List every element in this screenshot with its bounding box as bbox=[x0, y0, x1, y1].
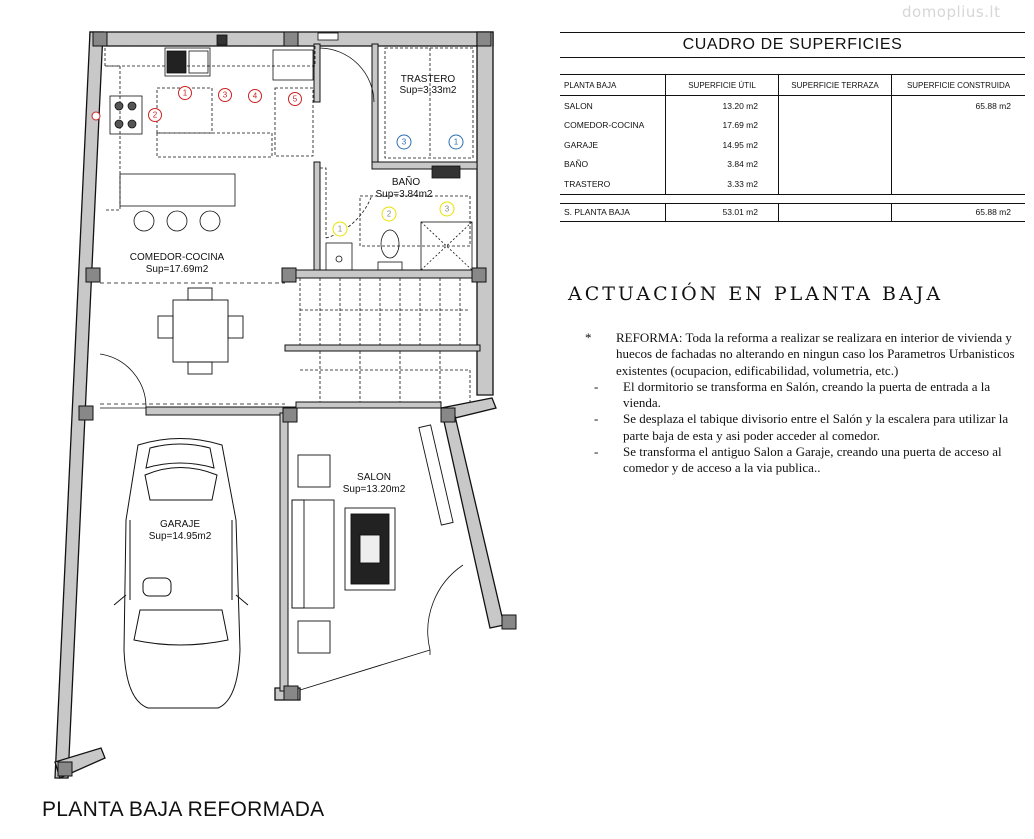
chair bbox=[188, 288, 212, 300]
row-util: 17.69 m2 bbox=[666, 116, 779, 136]
chair bbox=[188, 362, 212, 374]
list-item-text: Se transforma el antiguo Salon a Garaje, creando una puerta de acceso al comedor y de acceso a la via publica.. bbox=[623, 444, 1002, 476]
list-item-text: Se desplaza el tabique divisorio entre el Salón y la escalera para utilizar la parte baja de esta y asi poder acceder al comedor. bbox=[623, 411, 1009, 443]
total-name: S. PLANTA BAJA bbox=[560, 203, 666, 221]
room-area-bano: Sup=3.84m2 bbox=[375, 189, 433, 200]
row-name: TRASTERO bbox=[560, 174, 666, 194]
fridge bbox=[273, 50, 313, 80]
list-item bbox=[585, 444, 1015, 477]
total-terraza bbox=[779, 203, 892, 221]
kitchen-work-area-3 bbox=[157, 133, 272, 157]
surface-table bbox=[560, 32, 1025, 222]
row-terraza bbox=[779, 96, 892, 116]
actuacion-title: ACTUACIÓN EN PLANTA BAJA bbox=[568, 283, 944, 305]
room-name-garaje: GARAJE bbox=[159, 519, 201, 530]
sofa-back bbox=[292, 500, 304, 608]
marker-number: 2 bbox=[386, 209, 392, 219]
floor-plan bbox=[0, 0, 540, 800]
room-area-trastero: Sup=3.33m2 bbox=[399, 85, 457, 96]
total-util: 53.01 m2 bbox=[666, 203, 779, 221]
list-item bbox=[585, 411, 1015, 444]
car bbox=[114, 439, 248, 709]
wall-right-lower bbox=[441, 408, 504, 628]
table-spacer bbox=[560, 194, 1025, 203]
stair-arrow bbox=[300, 310, 470, 402]
dash-marker: - bbox=[594, 378, 599, 394]
table-row bbox=[560, 155, 1025, 175]
row-name: GARAJE bbox=[564, 139, 599, 150]
stool bbox=[200, 211, 220, 231]
marker-number: 3 bbox=[444, 204, 450, 214]
bullet-marker: * bbox=[585, 330, 592, 345]
total-construida: 65.88 m2 bbox=[892, 203, 1026, 221]
car-front bbox=[146, 444, 214, 468]
sink-bowl bbox=[167, 51, 186, 73]
room-area-garaje: Sup=14.95m2 bbox=[148, 531, 212, 542]
room-area-comedor: Sup=17.69m2 bbox=[145, 264, 209, 275]
marker-number: 4 bbox=[252, 91, 258, 101]
row-name: COMEDOR-COCINA bbox=[564, 120, 645, 131]
column bbox=[283, 408, 297, 422]
row-util: 14.95 m2 bbox=[666, 135, 779, 155]
column bbox=[282, 268, 296, 282]
row-construida bbox=[892, 135, 1026, 155]
wall-trastero-left bbox=[372, 44, 378, 169]
row-util: 13.20 m2 bbox=[666, 96, 779, 116]
column bbox=[58, 762, 72, 776]
marker-number: 3 bbox=[401, 137, 407, 147]
row-construida bbox=[892, 174, 1026, 194]
room-area-salon: Sup=13.20m2 bbox=[342, 484, 406, 495]
marker-number: 3 bbox=[222, 90, 228, 100]
dining-set bbox=[158, 288, 243, 374]
wall-right-upper bbox=[477, 32, 493, 395]
stool bbox=[167, 211, 187, 231]
room-name-comedor: COMEDOR-COCINA bbox=[129, 252, 225, 263]
table-row bbox=[560, 135, 1025, 155]
wall-garage-top bbox=[146, 407, 296, 415]
col-header: SUPERFICIE TERRAZA bbox=[779, 75, 892, 96]
col-header: SUPERFICIE CONSTRUIDA bbox=[892, 75, 1026, 96]
water-heater bbox=[432, 166, 460, 178]
actuacion-body bbox=[585, 330, 1015, 477]
toilet-tank bbox=[378, 262, 402, 270]
cooktop bbox=[110, 96, 142, 134]
door-comedor bbox=[100, 354, 146, 408]
table-title: CUADRO DE SUPERFICIES bbox=[560, 32, 1025, 58]
row-terraza bbox=[779, 135, 892, 155]
armchair bbox=[298, 455, 330, 487]
entrance-line bbox=[300, 650, 430, 690]
meter-icon bbox=[318, 33, 338, 40]
list-item bbox=[585, 379, 1015, 412]
washbasin bbox=[326, 243, 352, 270]
surface-grid bbox=[560, 74, 1025, 222]
stool bbox=[134, 211, 154, 231]
kitchen bbox=[104, 33, 338, 231]
sofa bbox=[292, 500, 334, 608]
chair bbox=[228, 316, 243, 338]
burner bbox=[128, 102, 136, 110]
bano-dashed bbox=[360, 196, 470, 246]
burner bbox=[115, 102, 123, 110]
table-row bbox=[560, 116, 1025, 136]
col-header: PLANTA BAJA bbox=[560, 75, 666, 96]
column bbox=[502, 615, 516, 629]
door-trastero bbox=[320, 48, 374, 102]
table-row bbox=[560, 96, 1025, 116]
watermark: domoplius.lt bbox=[902, 3, 1001, 21]
column bbox=[93, 32, 107, 46]
table-total-row bbox=[560, 203, 1025, 221]
salon-furniture bbox=[292, 425, 453, 690]
room-name-salon: SALON bbox=[357, 472, 391, 483]
markers bbox=[92, 87, 463, 237]
dash-marker: - bbox=[594, 411, 599, 427]
row-terraza bbox=[779, 116, 892, 136]
row-construida: 65.88 m2 bbox=[892, 96, 1026, 116]
marker-number: 2 bbox=[152, 110, 158, 120]
dashed-guides bbox=[100, 283, 285, 404]
col-header: SUPERFICIE ÚTIL bbox=[666, 75, 779, 96]
car-windshield bbox=[145, 468, 217, 501]
armchair bbox=[298, 621, 330, 653]
column bbox=[472, 268, 486, 282]
rug-center bbox=[360, 535, 380, 563]
wall-garage-salon bbox=[280, 413, 288, 691]
car-rear-window bbox=[134, 610, 228, 645]
car-body bbox=[124, 439, 240, 709]
table-header-row bbox=[560, 75, 1025, 96]
dash-marker: - bbox=[594, 444, 599, 460]
wall-trastero-bottom bbox=[372, 162, 477, 169]
intro-text: REFORMA: Toda la reforma a realizar se realizara en interior de vivienda y huecos de fachadas no alterando en ningun caso los Parametros Urbanisticos existentes (ocupacion, edificabilidad, volumetria, etc.) bbox=[616, 330, 1015, 378]
wall-stair-top bbox=[285, 270, 480, 278]
chair bbox=[158, 316, 173, 338]
column bbox=[86, 268, 100, 282]
row-util: 3.84 m2 bbox=[666, 155, 779, 175]
row-name: SALON bbox=[564, 100, 593, 111]
toilet-bowl bbox=[381, 230, 399, 258]
car-wheel-icon bbox=[143, 578, 171, 596]
appliance-icon bbox=[217, 35, 227, 45]
row-construida bbox=[892, 155, 1026, 175]
car-mirror bbox=[114, 595, 248, 605]
drain bbox=[336, 256, 342, 262]
row-construida bbox=[892, 116, 1026, 136]
burner bbox=[115, 120, 123, 128]
intro-paragraph bbox=[585, 330, 1015, 379]
room-name-bano: BAÑO bbox=[391, 177, 421, 188]
table-row bbox=[560, 174, 1025, 194]
row-terraza bbox=[779, 155, 892, 175]
room-name-trastero: TRASTERO bbox=[400, 74, 456, 85]
marker-number: 1 bbox=[337, 224, 343, 234]
burner bbox=[128, 120, 136, 128]
row-terraza bbox=[779, 174, 892, 194]
column bbox=[441, 408, 455, 422]
stairs bbox=[300, 278, 470, 402]
plan-title: PLANTA BAJA REFORMADA bbox=[42, 798, 325, 821]
column bbox=[284, 686, 298, 700]
wall-stair-mid bbox=[285, 345, 480, 351]
column bbox=[477, 32, 491, 46]
column bbox=[79, 406, 93, 420]
socket-icon bbox=[92, 112, 100, 120]
row-name: BAÑO bbox=[564, 159, 589, 170]
marker-number: 1 bbox=[182, 88, 188, 98]
sink-bowl-2 bbox=[189, 51, 208, 73]
door-entrada bbox=[428, 565, 463, 655]
dining-table bbox=[173, 300, 228, 362]
row-util: 3.33 m2 bbox=[666, 174, 779, 194]
wall-salon-top bbox=[296, 402, 441, 408]
wall-left bbox=[55, 32, 103, 778]
kitchen-island bbox=[120, 174, 235, 206]
wall-bano-left bbox=[314, 162, 320, 270]
column bbox=[284, 32, 298, 46]
marker-number: 1 bbox=[453, 137, 459, 147]
list-item-text: El dormitorio se transforma en Salón, creando la puerta de entrada a la vienda. bbox=[623, 378, 991, 411]
kitchen-counter-left bbox=[104, 66, 120, 210]
marker-number: 5 bbox=[292, 94, 298, 104]
